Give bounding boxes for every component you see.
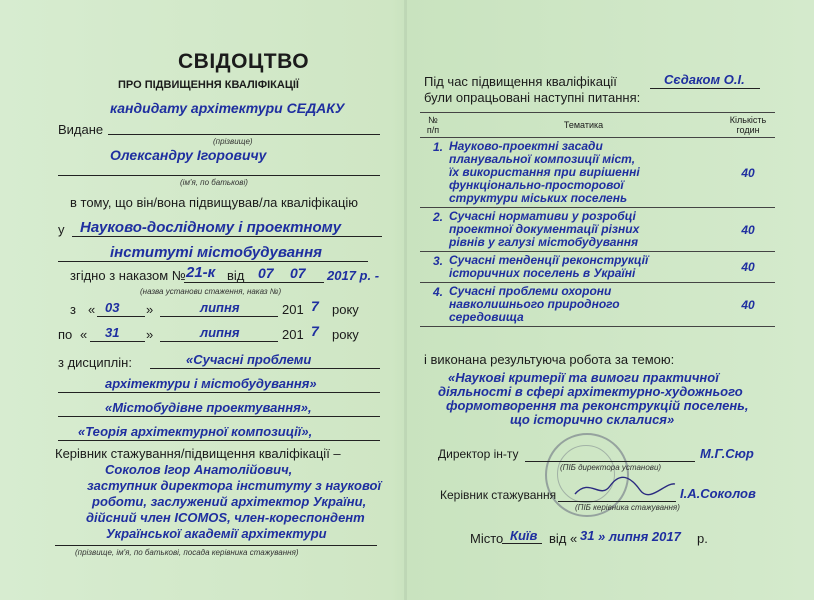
order-label: згідно з наказом № [70,268,186,283]
order-day: 07 [258,265,274,281]
discipline-line: «Сучасні проблеми [186,352,312,367]
topic-line: Сучасні тенденції реконструкції [449,253,649,267]
topic-num: 3. [420,252,446,283]
intro-line2: були опрацьовані наступні питання: [424,90,641,105]
surname-line [108,134,380,135]
topic-hours: 40 [721,283,775,327]
certificate-subtitle: ПРО ПІДВИЩЕННЯ КВАЛІФІКАЦІЇ [118,79,299,91]
director-label: Директор ін-ту [438,447,519,461]
recipient-surname: кандидату архітектури СЕДАКУ [110,100,345,116]
supervisor-underline [55,545,377,546]
issued-label: Видане [58,122,104,137]
to-year-digit: 7 [311,323,319,339]
table-header-row [420,113,775,138]
date-day: 31 [580,528,595,543]
work-label: і виконана результуюча робота за темою: [424,352,675,367]
from-label: з [70,302,76,317]
topics-table [420,112,775,327]
head-label: Керівник стажування [440,488,557,502]
order-underline [184,282,324,283]
topic-num: 4. [420,283,446,327]
topic-hours: 40 [721,208,775,252]
head-line [558,501,676,502]
intro-line1: Під час підвищення кваліфікації [424,74,617,89]
from-month: липня [200,300,240,315]
to-label: по [58,327,73,342]
table-row [420,283,775,327]
director-line [525,461,695,462]
topic-line: функціонально-просторової [449,178,624,192]
discipline-line: «Теорія архітектурної композиції», [78,424,313,439]
supervisor-line: заступник директора інституту з наукової [87,478,382,493]
work-line: що історично склалися» [510,412,675,427]
from-month-line [160,316,278,317]
order-from-label: від [227,268,245,283]
to-year-prefix: 201 [282,327,304,342]
from-day: 03 [105,300,120,315]
intro-name: Сєдаком О.І. [664,72,745,87]
date-from: від « [549,531,578,546]
discipline-underline [58,440,380,441]
supervisor-label: Керівник стажування/підвищення кваліфікації – [55,446,341,461]
supervisor-line: роботи, заслужений архітектор України, [92,494,367,509]
city-value: Київ [510,528,538,543]
topic-line: їх використання при вирішенні [449,165,640,179]
table-row [420,138,775,208]
surname-hint: (прізвище) [213,137,253,146]
work-line: формотворення та реконструкцій поселень, [446,398,749,413]
topic-num: 1. [420,138,446,208]
topic-line: рівнів у галузі містобудування [449,235,639,249]
order-year: 2017 р. - [327,268,380,283]
city-line [502,543,542,544]
header-num: № п/п [420,113,446,138]
city-label: Місто [470,531,504,546]
order-hint: (назва установи стаження, наказ №) [140,287,282,296]
in-label: у [58,222,65,237]
topic-num: 2. [420,208,446,252]
quote-close: » [146,302,154,317]
to-month: липня [200,325,240,340]
supervisor-line: Української академії архітектури [106,526,327,541]
from-year-label: року [332,302,359,317]
supervisor-signature [570,472,680,502]
work-line: «Наукові критерії та вимоги практичної [448,370,719,385]
from-year-prefix: 201 [282,302,304,317]
topic-line: планувальної композиції міст, [449,152,636,166]
discipline-line: архітектури і містобудування» [105,376,317,391]
institution-line2: інституті містобудування [110,244,322,261]
name-hint: (ім'я, по батькові) [180,178,248,187]
to-day: 31 [105,325,120,340]
topic-line: структури міських поселень [449,191,628,205]
institution-line1: Науково-дослідному і проектному [80,219,342,236]
topic-text [446,283,721,327]
table-row [420,252,775,283]
director-hint: (ПІБ директора установи) [560,463,662,472]
topic-line: Сучасні проблеми охорони [449,284,612,298]
table-row [420,208,775,252]
discipline-underline [58,416,380,417]
topic-text [446,208,721,252]
discipline-underline [150,368,380,369]
topic-line: Науково-проектні засади [449,139,603,153]
from-year-digit: 7 [311,298,319,314]
topic-hours: 40 [721,138,775,208]
order-month: 07 [290,265,306,281]
supervisor-line: дійсний член ICOMOS, член-кореспондент [86,510,365,525]
quote-open: « [80,327,88,342]
topic-line: навколишнього природного [449,297,620,311]
header-hours: Кількість годин [721,113,775,138]
discipline-line: «Містобудівне проектування», [105,400,312,415]
topic-line: Сучасні нормативи у розробці [449,209,636,223]
order-number: 21-к [186,264,216,281]
name-line [58,175,380,176]
page-fold [404,0,407,600]
supervisor-line: Соколов Ігор Анатолійович, [105,462,293,477]
institution-underline1 [72,236,382,237]
certificate-title: СВІДОЦТВО [178,50,310,73]
recipient-name: Олександру Ігоровичу [110,147,267,163]
quote-open: « [88,302,96,317]
topic-text [446,138,721,208]
head-hint: (ПІБ керівника стажування) [575,503,680,512]
supervisor-hint: (прізвище, ім'я, по батькові, посада керівника стажування) [75,548,299,557]
topic-text [446,252,721,283]
topic-line: середовища [449,310,524,324]
date-suffix: р. [697,531,708,546]
head-name: І.А.Соколов [680,486,756,501]
header-topic: Тематика [446,113,721,138]
intro-name-line [650,88,760,89]
from-day-line [97,316,145,317]
institution-underline2 [58,261,368,262]
to-year-label: року [332,327,359,342]
director-name: М.Г.Сюр [700,446,754,461]
work-line: діяльності в сфері архітектурно-художнього [438,384,743,399]
discipline-underline [58,392,380,393]
quote-close: » [146,327,154,342]
to-day-line [90,341,145,342]
to-month-line [160,341,278,342]
topic-hours: 40 [721,252,775,283]
topic-line: проектної документації різних [449,222,640,236]
topic-line: історичних поселень в Україні [449,266,636,280]
disciplines-label: з дисциплін: [58,355,132,370]
qualification-text: в тому, що він/вона підвищував/ла кваліфікацію [70,195,359,210]
date-rest: » липня 2017 [598,529,681,544]
